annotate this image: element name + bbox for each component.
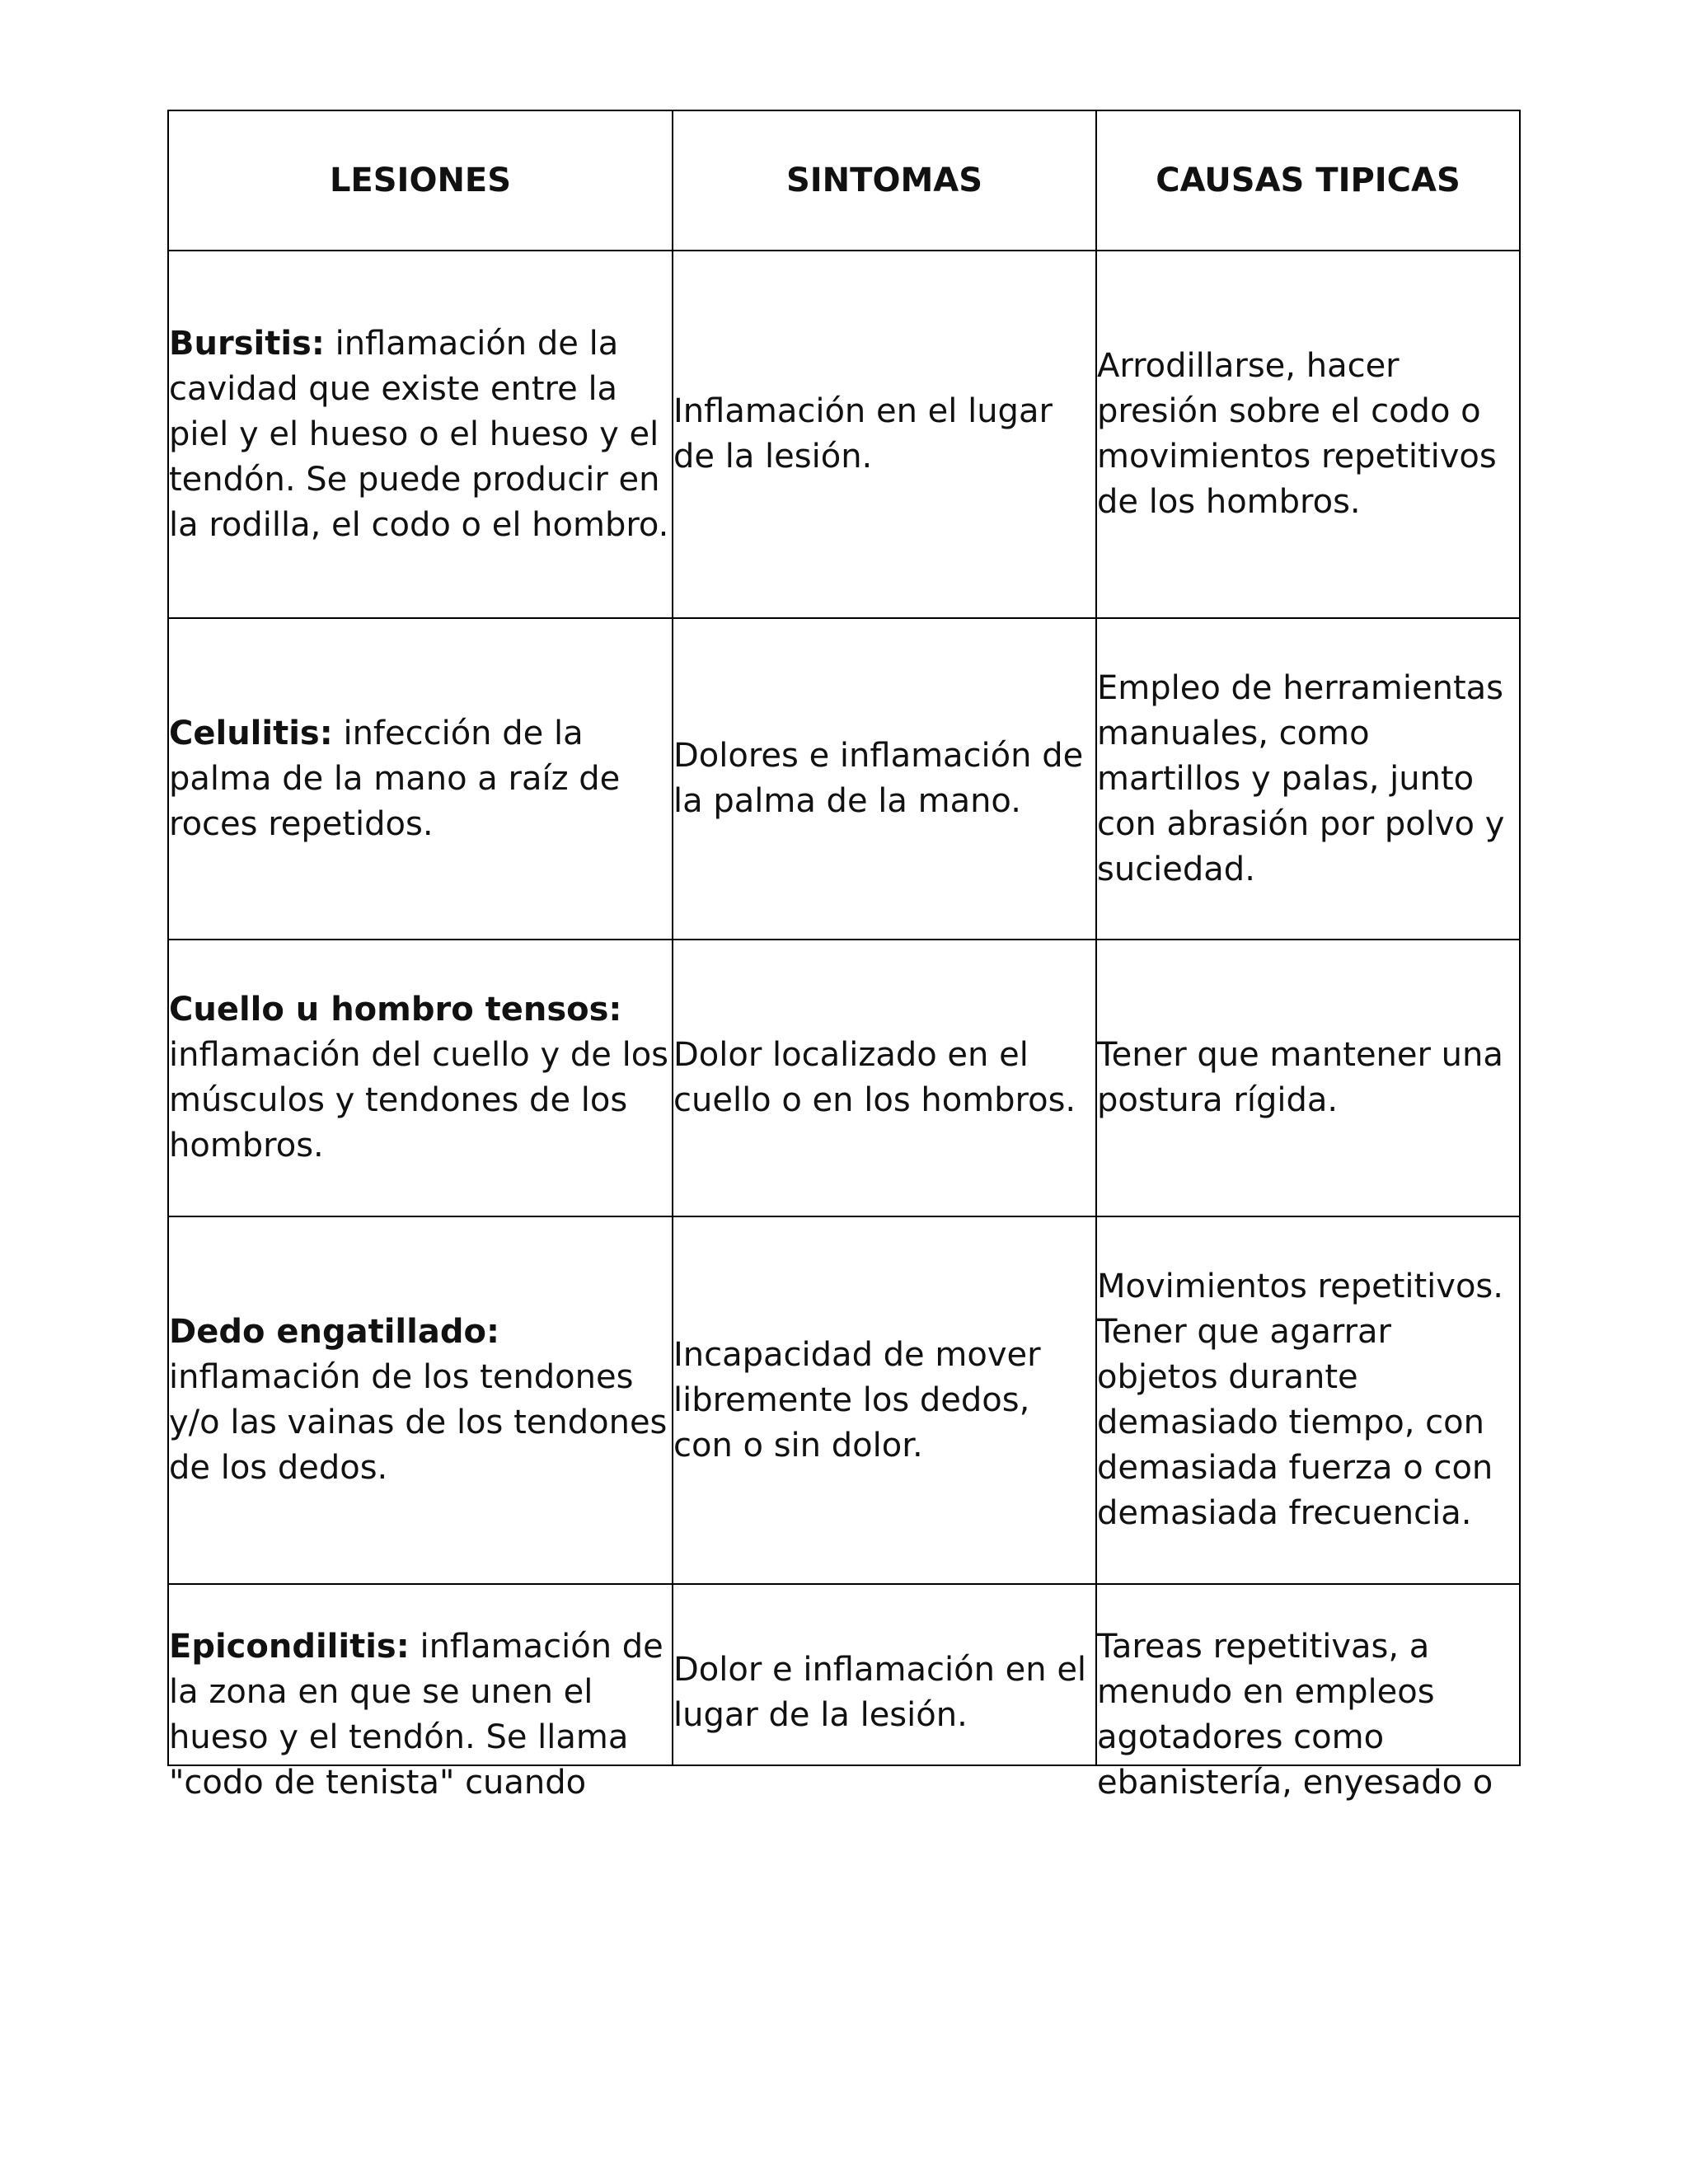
header-causas-tipicas: CAUSAS TIPICAS [1096, 110, 1520, 251]
causes-cell [1096, 1584, 1520, 1802]
symptoms-cell: Incapacidad de mover libremente los dedos, con o sin dolor. [673, 1216, 1096, 1584]
lesion-description: inflamación del cuello y de los músculos y tendones de los hombros. [169, 1036, 669, 1165]
header-sintomas: SINTOMAS [673, 110, 1096, 251]
header-lesiones: LESIONES [168, 110, 673, 251]
lesion-description: inflamación de los tendones y/o las vainas de los tendones de los dedos. [169, 1358, 668, 1487]
lesion-cell [168, 251, 673, 618]
lesion-term: Epicondilitis: [169, 1628, 410, 1666]
lesion-term: Bursitis: [169, 324, 325, 363]
lesion-cell [168, 1584, 673, 1802]
lesion-cell [168, 1216, 673, 1584]
lesion-term: Dedo engatillado: [169, 1313, 499, 1351]
lesion-term: Celulitis: [169, 714, 333, 752]
injuries-table [167, 110, 1521, 1802]
symptoms-text: Dolor e inflamación en el lugar de la lesión. [673, 1651, 1087, 1734]
symptoms-cell: Inflamación en el lugar de la lesión. [673, 251, 1096, 618]
symptoms-cell [673, 1584, 1096, 1765]
causes-cell: Tener que mantener una postura rígida. [1096, 940, 1520, 1216]
table-row [168, 1216, 1520, 1584]
table-row [168, 940, 1520, 1216]
lesion-description: inflamación de la zona en que se unen el hueso y el tendón. Se llama "codo de tenista" cuando [169, 1628, 663, 1802]
document-page [167, 110, 1519, 1802]
causes-text: Tareas repetitivas, a menudo en empleos agotadores como ebanistería, enyesado o [1097, 1628, 1493, 1802]
table-row [168, 618, 1520, 940]
table-row [168, 1584, 1520, 1765]
symptoms-cell: Dolor localizado en el cuello o en los hombros. [673, 940, 1096, 1216]
causes-cell: Empleo de herramientas manuales, como martillos y palas, junto con abrasión por polvo y suciedad. [1096, 618, 1520, 940]
lesion-cell [168, 940, 673, 1216]
lesion-description: infección de la palma de la mano a raíz de roces repetidos. [169, 714, 621, 843]
causes-cell: Movimientos repetitivos. Tener que agarrar objetos durante demasiado tiempo, con demasiada fuerza o con demasiada frecuencia. [1096, 1216, 1520, 1584]
lesion-description: inflamación de la cavidad que existe entre la piel y el hueso o el hueso y el tendón. Se puede producir en la rodilla, el codo o el hombro. [169, 324, 669, 544]
table-header-row [168, 110, 1520, 251]
causes-cell: Arrodillarse, hacer presión sobre el codo o movimientos repetitivos de los hombros. [1096, 251, 1520, 618]
lesion-term: Cuello u hombro tensos: [169, 991, 622, 1029]
table-row [168, 251, 1520, 618]
symptoms-cell: Dolores e inflamación de la palma de la mano. [673, 618, 1096, 940]
lesion-cell [168, 618, 673, 940]
